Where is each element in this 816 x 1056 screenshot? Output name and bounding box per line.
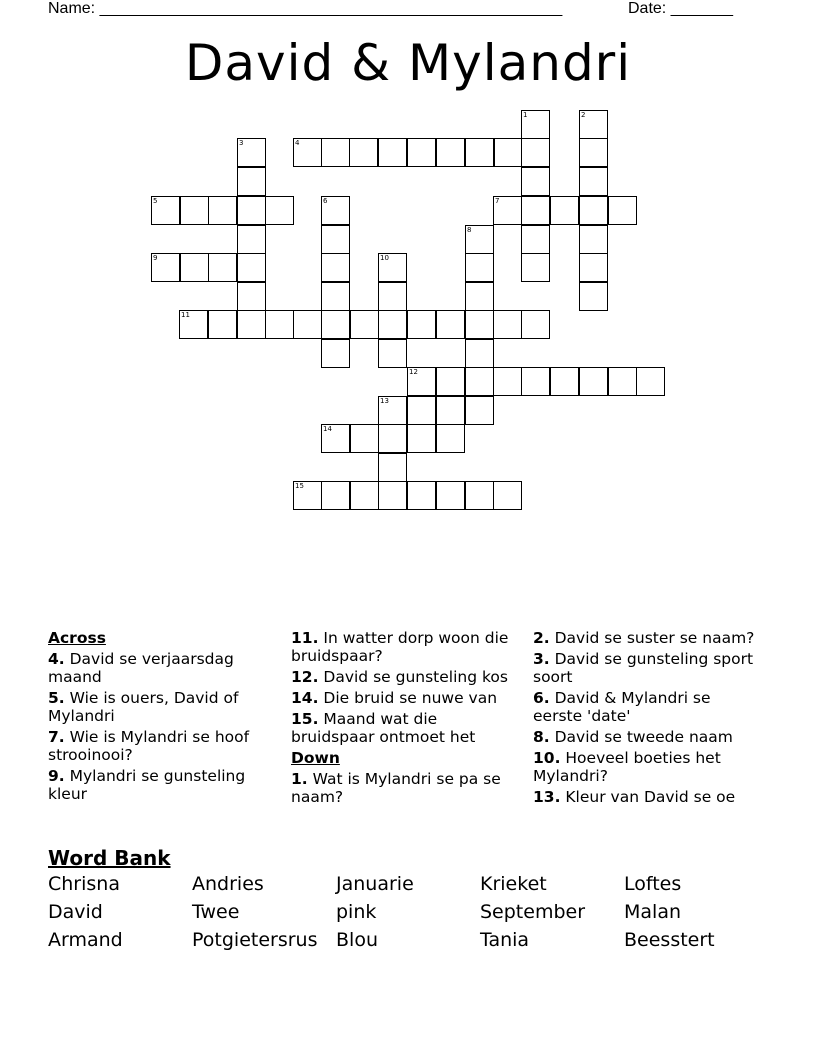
word-bank-word: Malan	[624, 901, 681, 923]
crossword-cell[interactable]	[407, 481, 436, 510]
word-bank-word: Blou	[336, 929, 378, 951]
date-field-label[interactable]: Date: _______	[628, 0, 733, 17]
crossword-cell[interactable]	[579, 138, 608, 167]
crossword-cell[interactable]	[550, 196, 579, 225]
crossword-cell[interactable]	[521, 225, 550, 254]
cell-number: 9	[153, 254, 158, 262]
clue-item	[291, 770, 519, 806]
crossword-cell[interactable]	[321, 481, 350, 510]
crossword-cell[interactable]	[521, 138, 550, 167]
clue-text: David se gunsteling kos	[318, 668, 508, 686]
crossword-cell[interactable]	[237, 196, 266, 225]
crossword-cell[interactable]	[550, 367, 579, 396]
crossword-cell[interactable]	[465, 481, 494, 510]
clue-number: 9.	[48, 767, 65, 785]
clue-text: Wat is Mylandri se pa se naam?	[291, 770, 501, 806]
clue-number: 5.	[48, 689, 65, 707]
clues-column-1	[48, 629, 278, 806]
clue-item	[291, 668, 519, 686]
clue-text: In watter dorp woon die bruidspaar?	[291, 629, 509, 665]
crossword-cell[interactable]	[349, 138, 378, 167]
crossword-cell[interactable]	[179, 310, 208, 339]
crossword-cell[interactable]	[378, 453, 407, 482]
crossword-cell[interactable]	[293, 481, 322, 510]
crossword-cell[interactable]	[493, 367, 522, 396]
crossword-cell[interactable]	[407, 424, 436, 453]
clue-number: 8.	[533, 728, 550, 746]
crossword-cell[interactable]	[180, 196, 209, 225]
crossword-cell[interactable]	[208, 310, 237, 339]
crossword-cell[interactable]	[378, 339, 407, 368]
clue-item	[533, 788, 763, 806]
crossword-cell[interactable]	[521, 110, 550, 139]
crossword-cell[interactable]	[237, 310, 266, 339]
crossword-cell[interactable]	[378, 481, 407, 510]
cell-number: 4	[295, 139, 300, 147]
crossword-cell[interactable]	[237, 138, 266, 167]
crossword-cell[interactable]	[321, 310, 350, 339]
crossword-cell[interactable]	[579, 367, 608, 396]
clue-number: 15.	[291, 710, 319, 728]
crossword-cell[interactable]	[265, 196, 294, 225]
crossword-cell[interactable]	[208, 196, 237, 225]
crossword-cell[interactable]	[321, 253, 350, 282]
clue-item	[533, 650, 763, 686]
cell-number: 12	[409, 368, 418, 376]
clue-number: 1.	[291, 770, 308, 788]
crossword-cell[interactable]	[465, 282, 494, 311]
crossword-cell[interactable]	[407, 367, 436, 396]
clue-text: Maand wat die bruidspaar ontmoet het	[291, 710, 476, 746]
word-bank-title: Word Bank	[48, 846, 171, 870]
across-heading: Across	[48, 629, 106, 647]
crossword-cell[interactable]	[378, 282, 407, 311]
crossword-cell[interactable]	[151, 253, 180, 282]
clue-text: Wie is ouers, David of Mylandri	[48, 689, 239, 725]
word-bank-row	[48, 901, 768, 929]
word-bank-word: Beesstert	[624, 929, 715, 951]
crossword-cell[interactable]	[436, 424, 465, 453]
crossword-cell[interactable]	[151, 196, 180, 225]
word-bank-word: Andries	[192, 873, 264, 895]
crossword-cell[interactable]	[237, 253, 266, 282]
crossword-cell[interactable]	[321, 339, 350, 368]
word-bank-row	[48, 873, 768, 901]
word-bank-word: Potgietersrus	[192, 929, 318, 951]
crossword-cell[interactable]	[436, 481, 465, 510]
clue-number: 6.	[533, 689, 550, 707]
clue-text: Die bruid se nuwe van	[318, 689, 498, 707]
crossword-cell[interactable]	[465, 310, 494, 339]
crossword-cell[interactable]	[436, 310, 465, 339]
clue-number: 13.	[533, 788, 561, 806]
clues-column-2	[291, 629, 519, 809]
crossword-cell[interactable]	[493, 481, 522, 510]
crossword-cell[interactable]	[350, 424, 379, 453]
crossword-cell[interactable]	[636, 367, 665, 396]
crossword-cell[interactable]	[465, 253, 494, 282]
clue-number: 12.	[291, 668, 319, 686]
cell-number: 13	[380, 397, 389, 405]
crossword-cell[interactable]	[465, 138, 494, 167]
word-bank-word: Januarie	[336, 873, 414, 895]
crossword-cell[interactable]	[321, 196, 350, 225]
crossword-cell[interactable]	[579, 110, 608, 139]
word-bank-word: pink	[336, 901, 377, 923]
crossword-cell[interactable]	[265, 310, 294, 339]
crossword-cell[interactable]	[579, 225, 608, 254]
crossword-cell[interactable]	[378, 424, 407, 453]
word-bank-word: Twee	[192, 901, 240, 923]
word-bank	[48, 873, 768, 957]
crossword-cell[interactable]	[608, 367, 637, 396]
clue-text: David & Mylandri se eerste 'date'	[533, 689, 711, 725]
crossword-cell[interactable]	[579, 196, 608, 225]
crossword-cell[interactable]	[521, 310, 550, 339]
crossword-cell[interactable]	[579, 253, 608, 282]
cell-number: 2	[581, 111, 586, 119]
page-title: David & Mylandri	[184, 34, 632, 92]
crossword-cell[interactable]	[465, 339, 494, 368]
crossword-cell[interactable]	[436, 138, 465, 167]
crossword-cell[interactable]	[494, 138, 523, 167]
crossword-cell[interactable]	[237, 167, 266, 196]
crossword-cell[interactable]	[436, 367, 465, 396]
crossword-cell[interactable]	[180, 253, 209, 282]
clue-text: Kleur van David se oe	[560, 788, 736, 806]
crossword-cell[interactable]	[378, 310, 407, 339]
crossword-cell[interactable]	[237, 282, 266, 311]
clue-item	[533, 629, 763, 647]
word-bank-word: Krieket	[480, 873, 547, 895]
clue-number: 11.	[291, 629, 319, 647]
crossword-cell[interactable]	[237, 225, 266, 254]
crossword-cell[interactable]	[321, 138, 350, 167]
clue-text: David se verjaarsdag maand	[48, 650, 234, 686]
crossword-cell[interactable]	[378, 253, 407, 282]
crossword-cell[interactable]	[378, 138, 407, 167]
word-bank-word: September	[480, 901, 586, 923]
cell-number: 15	[295, 482, 304, 490]
word-bank-row	[48, 929, 768, 957]
crossword-cell[interactable]	[579, 167, 608, 196]
clue-number: 4.	[48, 650, 65, 668]
clue-text: David se gunsteling sport soort	[533, 650, 754, 686]
crossword-cell[interactable]	[579, 282, 608, 311]
crossword-cell[interactable]	[321, 424, 350, 453]
clue-item	[291, 629, 519, 665]
cell-number: 7	[495, 197, 500, 205]
clue-item	[291, 689, 519, 707]
crossword-cell[interactable]	[436, 396, 465, 425]
clue-item	[533, 749, 763, 785]
clue-item	[48, 650, 278, 686]
clue-number: 14.	[291, 689, 319, 707]
crossword-cell[interactable]	[608, 196, 637, 225]
word-bank-word: Loftes	[624, 873, 682, 895]
clue-text: Mylandri se gunsteling kleur	[48, 767, 246, 803]
crossword-cell[interactable]	[465, 367, 494, 396]
crossword-cell[interactable]	[293, 310, 322, 339]
clue-number: 2.	[533, 629, 550, 647]
word-bank-word: Chrisna	[48, 873, 120, 895]
crossword-grid	[0, 0, 816, 520]
clue-text: Wie is Mylandri se hoof strooinooi?	[48, 728, 250, 764]
clue-text: David se tweede naam	[549, 728, 733, 746]
crossword-cell[interactable]	[321, 225, 350, 254]
crossword-cell[interactable]	[407, 310, 436, 339]
crossword-cell[interactable]	[378, 396, 407, 425]
crossword-cell[interactable]	[293, 138, 322, 167]
word-bank-word: David	[48, 901, 103, 923]
crossword-cell[interactable]	[493, 310, 522, 339]
cell-number: 1	[523, 111, 528, 119]
clue-text: David se suster se naam?	[549, 629, 755, 647]
crossword-cell[interactable]	[521, 253, 550, 282]
crossword-cell[interactable]	[350, 310, 379, 339]
clue-number: 3.	[533, 650, 550, 668]
crossword-cell[interactable]	[521, 367, 550, 396]
clue-item	[291, 710, 519, 746]
crossword-cell[interactable]	[407, 138, 436, 167]
word-bank-word: Armand	[48, 929, 123, 951]
crossword-cell[interactable]	[521, 196, 550, 225]
clue-item	[533, 689, 763, 725]
crossword-cell[interactable]	[465, 225, 494, 254]
cell-number: 10	[380, 254, 389, 262]
clue-number: 10.	[533, 749, 561, 767]
cell-number: 14	[323, 425, 332, 433]
clue-number: 7.	[48, 728, 65, 746]
crossword-cell[interactable]	[493, 196, 522, 225]
crossword-cell[interactable]	[350, 481, 379, 510]
clue-item	[48, 728, 278, 764]
word-bank-word: Tania	[480, 929, 530, 951]
crossword-cell[interactable]	[407, 396, 436, 425]
clue-item	[533, 728, 763, 746]
cell-number: 6	[323, 197, 328, 205]
clue-text: Hoeveel boeties het Mylandri?	[533, 749, 721, 785]
cell-number: 8	[467, 226, 472, 234]
crossword-cell[interactable]	[321, 282, 350, 311]
down-heading: Down	[291, 749, 340, 767]
cell-number: 11	[181, 311, 190, 319]
crossword-cell[interactable]	[208, 253, 237, 282]
crossword-cell[interactable]	[465, 396, 494, 425]
name-field-label[interactable]: Name: ____________________________________________________	[48, 0, 563, 17]
clue-item	[48, 689, 278, 725]
cell-number: 5	[153, 197, 158, 205]
clues-column-3	[533, 629, 763, 809]
crossword-cell[interactable]	[521, 167, 550, 196]
cell-number: 3	[239, 139, 244, 147]
clue-item	[48, 767, 278, 803]
